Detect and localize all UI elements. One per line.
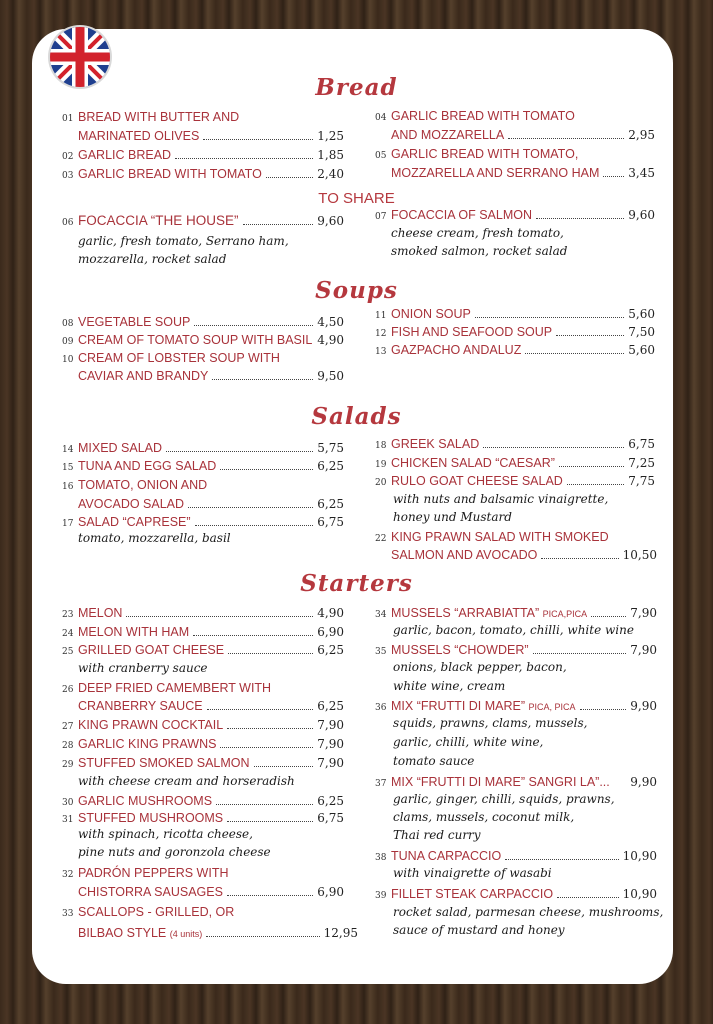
item-name: TOMATO, ONION AND bbox=[78, 478, 208, 492]
item-name: ONION SOUP bbox=[391, 307, 471, 321]
menu-item-line bbox=[62, 127, 344, 146]
item-price: 6,25 bbox=[317, 459, 344, 473]
item-price: 7,75 bbox=[628, 474, 655, 488]
item-number: 17 bbox=[62, 519, 74, 529]
menu-item bbox=[62, 735, 344, 754]
item-name: MIX “FRUTTI DI MARE” PICA, PICA bbox=[391, 699, 576, 713]
item-price: 1,25 bbox=[317, 129, 344, 143]
menu-item bbox=[375, 454, 655, 473]
item-name: MELON WITH HAM bbox=[78, 625, 190, 639]
menu-item bbox=[375, 305, 655, 324]
item-name: GARLIC BREAD WITH TOMATO bbox=[78, 167, 262, 181]
item-name: GARLIC BREAD WITH TOMATO, bbox=[391, 147, 579, 161]
item-number: 34 bbox=[375, 610, 387, 620]
item-number: 16 bbox=[62, 482, 74, 492]
item-number: 05 bbox=[375, 151, 387, 161]
item-number: 27 bbox=[62, 722, 74, 732]
item-number: 12 bbox=[375, 329, 387, 339]
item-description: with cranberry sauce bbox=[78, 661, 208, 675]
menu-item bbox=[62, 349, 344, 368]
item-note: (4 units) bbox=[169, 929, 203, 939]
item-price: 4,90 bbox=[317, 606, 344, 620]
item-name: CREAM OF LOBSTER SOUP WITH bbox=[78, 351, 280, 365]
menu-item bbox=[62, 331, 344, 350]
item-name: GAZPACHO ANDALUZ bbox=[391, 343, 522, 357]
item-price: 10,90 bbox=[622, 887, 657, 901]
item-number: 15 bbox=[62, 463, 74, 473]
item-name: STUFFED SMOKED SALMON bbox=[78, 756, 250, 770]
item-name: FOCACCIA OF SALMON bbox=[391, 208, 532, 222]
item-number: 39 bbox=[375, 891, 387, 901]
section-title-bread: Bread bbox=[315, 74, 398, 101]
item-price: 6,90 bbox=[317, 885, 344, 899]
menu-item bbox=[62, 641, 344, 660]
item-number: 22 bbox=[375, 534, 387, 544]
menu-item-line bbox=[62, 697, 344, 716]
item-name: CHICKEN SALAD “CAESAR” bbox=[391, 456, 555, 470]
item-price: 2,95 bbox=[628, 128, 655, 142]
item-name: RULO GOAT CHEESE SALAD bbox=[391, 474, 563, 488]
menu-item bbox=[62, 146, 344, 165]
item-price: 2,40 bbox=[317, 167, 344, 181]
menu-item bbox=[375, 341, 655, 360]
item-price: 9,60 bbox=[317, 214, 344, 228]
item-name: FILLET STEAK CARPACCIO bbox=[391, 887, 554, 901]
item-name: BILBAO STYLE (4 units) bbox=[78, 926, 203, 940]
item-name: DEEP FRIED CAMEMBERT WITH bbox=[78, 681, 272, 695]
item-name: GARLIC KING PRAWNS bbox=[78, 737, 217, 751]
item-price: 5,75 bbox=[317, 441, 344, 455]
menu-item bbox=[62, 108, 302, 127]
item-name: MUSSELS “CHOWDER” bbox=[391, 643, 529, 657]
menu-item-line bbox=[62, 924, 358, 943]
item-price: 5,60 bbox=[628, 307, 655, 321]
item-number: 35 bbox=[375, 647, 387, 657]
menu-item bbox=[62, 211, 344, 230]
item-price: 7,50 bbox=[628, 325, 655, 339]
item-name: VEGETABLE SOUP bbox=[78, 315, 191, 329]
item-name: AND MOZZARELLA bbox=[391, 128, 505, 142]
item-name: MIXED SALAD bbox=[78, 441, 163, 455]
item-description: garlic, ginger, chilli, squids, prawns, bbox=[393, 792, 615, 806]
menu-item bbox=[62, 716, 344, 735]
menu-item bbox=[375, 107, 655, 126]
menu-item bbox=[375, 885, 657, 904]
item-number: 29 bbox=[62, 760, 74, 770]
item-number: 10 bbox=[62, 355, 74, 365]
menu-item-line bbox=[62, 367, 344, 386]
menu-item bbox=[62, 679, 344, 698]
menu-item bbox=[375, 323, 655, 342]
item-description: rocket salad, parmesan cheese, mushrooms, bbox=[393, 905, 664, 919]
item-number: 03 bbox=[62, 171, 74, 181]
item-name: CREAM OF TOMATO SOUP WITH BASIL bbox=[78, 333, 313, 347]
menu-item bbox=[375, 528, 657, 547]
item-price: 4,50 bbox=[317, 315, 344, 329]
item-description: with vinaigrette of wasabi bbox=[393, 866, 552, 880]
item-name: AVOCADO SALAD bbox=[78, 497, 185, 511]
item-description: tomato, mozzarella, basil bbox=[78, 531, 231, 545]
item-price: 12,95 bbox=[323, 926, 358, 940]
item-number: 01 bbox=[62, 114, 74, 124]
item-description: honey und Mustard bbox=[393, 510, 512, 524]
item-name: MARINATED OLIVES bbox=[78, 129, 200, 143]
menu-item bbox=[62, 604, 344, 623]
item-number: 38 bbox=[375, 853, 387, 863]
item-price: 7,90 bbox=[317, 737, 344, 751]
section-title-salads: Salads bbox=[311, 403, 402, 430]
menu-item bbox=[375, 145, 655, 164]
menu-item bbox=[62, 623, 344, 642]
item-description: onions, black pepper, bacon, bbox=[393, 660, 567, 674]
item-description: garlic, bacon, tomato, chilli, white wine bbox=[393, 623, 634, 637]
item-number: 08 bbox=[62, 319, 74, 329]
item-description: garlic, chilli, white wine, bbox=[393, 735, 544, 749]
menu-item bbox=[375, 435, 655, 454]
item-price: 10,50 bbox=[622, 548, 657, 562]
item-name: GREEK SALAD bbox=[391, 437, 480, 451]
menu-item bbox=[62, 476, 344, 495]
section-title-starters: Starters bbox=[300, 570, 413, 597]
item-price: 7,90 bbox=[317, 718, 344, 732]
item-number: 18 bbox=[375, 441, 387, 451]
item-price: 6,25 bbox=[317, 497, 344, 511]
menu-item bbox=[375, 206, 655, 225]
menu-item bbox=[62, 165, 344, 184]
section-title-soups: Soups bbox=[315, 277, 398, 304]
item-number: 14 bbox=[62, 445, 74, 455]
item-name: MIX “FRUTTI DI MARE” SANGRI LA”... bbox=[391, 775, 610, 789]
item-description: squids, prawns, clams, mussels, bbox=[393, 716, 588, 730]
item-name: GRILLED GOAT CHEESE bbox=[78, 643, 225, 657]
item-description: tomato sauce bbox=[393, 754, 475, 768]
item-number: 31 bbox=[62, 815, 74, 825]
item-price: 9,60 bbox=[628, 208, 655, 222]
item-description: Thai red curry bbox=[393, 828, 481, 842]
item-number: 02 bbox=[62, 152, 74, 162]
item-name: CRANBERRY SAUCE bbox=[78, 699, 203, 713]
item-name: TUNA CARPACCIO bbox=[391, 849, 502, 863]
item-price: 6,75 bbox=[317, 811, 344, 825]
item-price: 6,25 bbox=[317, 794, 344, 808]
item-name: TUNA AND EGG SALAD bbox=[78, 459, 217, 473]
item-price: 6,75 bbox=[317, 515, 344, 529]
item-number: 20 bbox=[375, 478, 387, 488]
item-number: 13 bbox=[375, 347, 387, 357]
item-number: 06 bbox=[62, 218, 74, 228]
item-description: pine nuts and goronzola cheese bbox=[78, 845, 271, 859]
item-price: 7,90 bbox=[630, 643, 657, 657]
item-name: GARLIC BREAD WITH TOMATO bbox=[391, 109, 575, 123]
menu-item bbox=[62, 754, 344, 773]
item-price: 6,75 bbox=[628, 437, 655, 451]
item-number: 19 bbox=[375, 460, 387, 470]
item-name: SALAD “CAPRESE” bbox=[78, 515, 191, 529]
item-description: white wine, cream bbox=[393, 679, 506, 693]
item-name: GARLIC MUSHROOMS bbox=[78, 794, 213, 808]
menu-item bbox=[62, 313, 344, 332]
section-title-to-share: TO SHARE bbox=[318, 190, 395, 207]
menu-item-line bbox=[62, 883, 344, 902]
item-name: FOCACCIA “THE HOUSE” bbox=[78, 213, 239, 228]
item-price: 4,90 bbox=[317, 333, 344, 347]
item-name: GARLIC BREAD bbox=[78, 148, 172, 162]
item-name: MELON bbox=[78, 606, 123, 620]
item-number: 07 bbox=[375, 212, 387, 222]
item-description: with spinach, ricotta cheese, bbox=[78, 827, 253, 841]
item-number: 33 bbox=[62, 909, 74, 919]
item-number: 23 bbox=[62, 610, 74, 620]
item-price: 5,60 bbox=[628, 343, 655, 357]
item-number: 32 bbox=[62, 870, 74, 880]
spicy-tag: PICA,PICA bbox=[542, 609, 588, 619]
item-description: mozzarella, rocket salad bbox=[78, 252, 227, 266]
item-name: SALMON AND AVOCADO bbox=[391, 548, 538, 562]
item-description: smoked salmon, rocket salad bbox=[391, 244, 568, 258]
spicy-tag: PICA, PICA bbox=[528, 702, 576, 712]
item-description: cheese cream, fresh tomato, bbox=[391, 226, 564, 240]
item-price: 7,90 bbox=[317, 756, 344, 770]
item-name: FISH AND SEAFOOD SOUP bbox=[391, 325, 553, 339]
item-name: BREAD WITH BUTTER AND bbox=[78, 110, 240, 124]
item-price: 10,90 bbox=[622, 849, 657, 863]
item-price: 6,25 bbox=[317, 643, 344, 657]
item-number: 24 bbox=[62, 629, 74, 639]
item-number: 04 bbox=[375, 113, 387, 123]
item-price: 6,90 bbox=[317, 625, 344, 639]
menu-item bbox=[62, 864, 344, 883]
item-description: garlic, fresh tomato, Serrano ham, bbox=[78, 234, 289, 248]
item-price: 3,45 bbox=[628, 166, 655, 180]
menu-item bbox=[375, 472, 655, 491]
item-name: KING PRAWN COCKTAIL bbox=[78, 718, 224, 732]
menu-item-line bbox=[375, 546, 657, 565]
menu-item-line bbox=[62, 495, 344, 514]
item-number: 30 bbox=[62, 798, 74, 808]
menu-item bbox=[62, 903, 344, 922]
item-number: 36 bbox=[375, 703, 387, 713]
item-name: MOZZARELLA AND SERRANO HAM bbox=[391, 166, 600, 180]
item-description: clams, mussels, coconut milk, bbox=[393, 810, 575, 824]
item-price: 6,25 bbox=[317, 699, 344, 713]
item-number: 25 bbox=[62, 647, 74, 657]
item-description: with cheese cream and horseradish bbox=[78, 774, 295, 788]
menu-item-line bbox=[375, 164, 655, 183]
item-description: sauce of mustard and honey bbox=[393, 923, 565, 937]
item-number: 37 bbox=[375, 779, 387, 789]
item-price: 9,50 bbox=[317, 369, 344, 383]
item-number: 11 bbox=[375, 311, 387, 321]
item-name: MUSSELS “ARRABIATTA” PICA,PICA bbox=[391, 606, 588, 620]
item-number: 28 bbox=[62, 741, 74, 751]
item-name: KING PRAWN SALAD WITH SMOKED bbox=[391, 530, 609, 544]
item-name: STUFFED MUSHROOMS bbox=[78, 811, 224, 825]
item-price: 7,25 bbox=[628, 456, 655, 470]
item-price: 7,90 bbox=[630, 606, 657, 620]
item-name: CAVIAR AND BRANDY bbox=[78, 369, 209, 383]
item-number: 09 bbox=[62, 337, 74, 347]
menu-item-line bbox=[375, 126, 655, 145]
menu-item bbox=[62, 457, 344, 476]
item-name: CHISTORRA SAUSAGES bbox=[78, 885, 223, 899]
item-name: SCALLOPS - GRILLED, OR bbox=[78, 905, 235, 919]
item-name: PADRÓN PEPPERS WITH bbox=[78, 866, 229, 880]
menu-item bbox=[62, 439, 344, 458]
item-price: 9,90 bbox=[630, 775, 657, 789]
item-number: 26 bbox=[62, 685, 74, 695]
item-description: with nuts and balsamic vinaigrette, bbox=[393, 492, 609, 506]
item-price: 1,85 bbox=[317, 148, 344, 162]
item-price: 9,90 bbox=[630, 699, 657, 713]
